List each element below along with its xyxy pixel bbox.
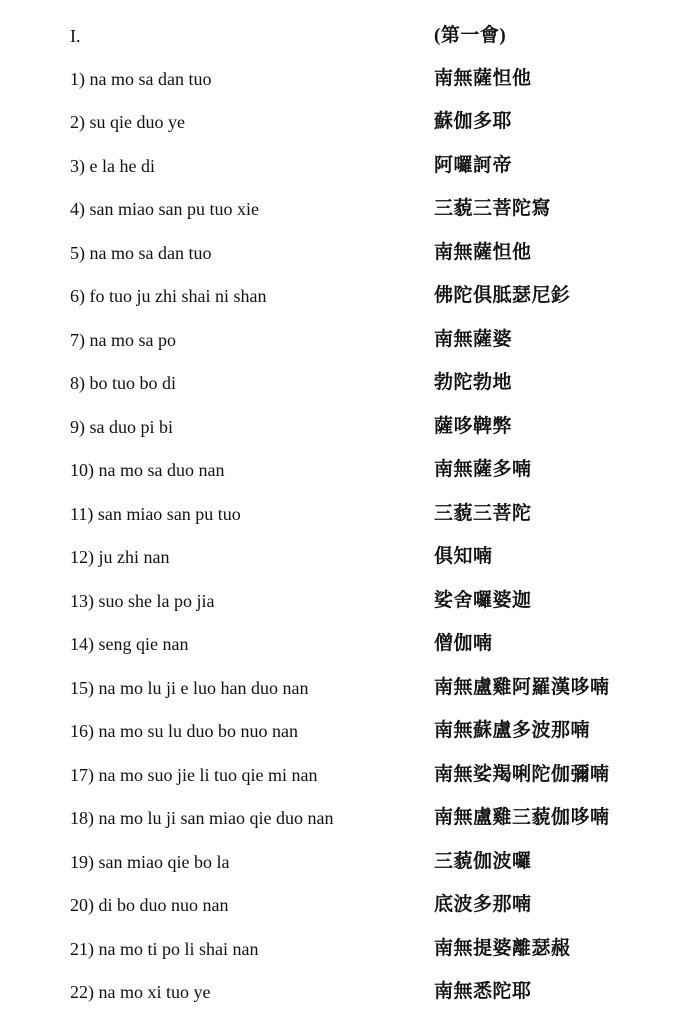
mantra-line [0, 197, 696, 227]
mantra-line [0, 545, 696, 575]
mantra-line [0, 937, 696, 967]
hanzi-text: 南無薩怛他 [434, 68, 532, 89]
hanzi-text: 勃陀勃地 [434, 372, 513, 393]
pinyin-text: 13) suo she la po jia [70, 591, 215, 611]
mantra-line [0, 632, 696, 662]
pinyin-text: 21) na mo ti po li shai nan [70, 939, 259, 959]
assembly-title: (第一會) [434, 25, 507, 46]
hanzi-text: 僧伽喃 [434, 633, 493, 654]
mantra-line [0, 850, 696, 880]
mantra-line [0, 719, 696, 749]
mantra-line [0, 371, 696, 401]
pinyin-text: 12) ju zhi nan [70, 547, 170, 567]
pinyin-text: 7) na mo sa po [70, 330, 176, 350]
hanzi-text: 俱知喃 [434, 546, 493, 567]
hanzi-text: 南無薩婆 [434, 329, 513, 350]
hanzi-text: 佛陀俱胝瑟尼釤 [434, 285, 571, 306]
pinyin-text: 19) san miao qie bo la [70, 852, 230, 872]
pinyin-text: 8) bo tuo bo di [70, 373, 176, 393]
hanzi-text: 南無盧雞三藐伽哆喃 [434, 807, 610, 828]
pinyin-text: 9) sa duo pi bi [70, 417, 173, 437]
hanzi-text: 三藐伽波囉 [434, 851, 532, 872]
mantra-line [0, 806, 696, 836]
pinyin-text: 4) san miao san pu tuo xie [70, 199, 259, 219]
hanzi-text: 娑舍囉婆迦 [434, 590, 532, 611]
section-number: I. [70, 26, 81, 46]
pinyin-text: 16) na mo su lu duo bo nuo nan [70, 721, 298, 741]
mantra-line [0, 328, 696, 358]
pinyin-text: 17) na mo suo jie li tuo qie mi nan [70, 765, 318, 785]
mantra-line [0, 241, 696, 271]
hanzi-text: 底波多那喃 [434, 894, 532, 915]
mantra-line [0, 458, 696, 488]
hanzi-text: 蘇伽多耶 [434, 111, 513, 132]
pinyin-text: 1) na mo sa dan tuo [70, 69, 212, 89]
mantra-line [0, 980, 696, 1010]
hanzi-text: 三藐三菩陀寫 [434, 198, 552, 219]
pinyin-text: 20) di bo duo nuo nan [70, 895, 229, 915]
mantra-line [0, 763, 696, 793]
pinyin-text: 15) na mo lu ji e luo han duo nan [70, 678, 309, 698]
mantra-line [0, 154, 696, 184]
hanzi-text: 南無蘇盧多波那喃 [434, 720, 591, 741]
pinyin-text: 22) na mo xi tuo ye [70, 982, 211, 1002]
hanzi-text: 南無薩多喃 [434, 459, 532, 480]
pinyin-text: 14) seng qie nan [70, 634, 189, 654]
hanzi-text: 南無悉陀耶 [434, 981, 532, 1002]
pinyin-text: 6) fo tuo ju zhi shai ni shan [70, 286, 267, 306]
pinyin-text: 2) su qie duo ye [70, 112, 185, 132]
mantra-line [0, 67, 696, 97]
hanzi-text: 三藐三菩陀 [434, 503, 532, 524]
hanzi-text: 南無娑羯唎陀伽彌喃 [434, 764, 610, 785]
pinyin-text: 5) na mo sa dan tuo [70, 243, 212, 263]
mantra-line [0, 110, 696, 140]
hanzi-text: 阿囉訶帝 [434, 155, 513, 176]
hanzi-text: 薩哆鞞弊 [434, 416, 513, 437]
mantra-line [0, 893, 696, 923]
hanzi-text: 南無提婆離瑟赧 [434, 938, 571, 959]
mantra-line [0, 589, 696, 619]
pinyin-text: 18) na mo lu ji san miao qie duo nan [70, 808, 334, 828]
section-header [0, 24, 696, 54]
mantra-line [0, 415, 696, 445]
mantra-line [0, 502, 696, 532]
hanzi-text: 南無盧雞阿羅漢哆喃 [434, 677, 610, 698]
mantra-line [0, 676, 696, 706]
hanzi-text: 南無薩怛他 [434, 242, 532, 263]
pinyin-text: 3) e la he di [70, 156, 155, 176]
pinyin-text: 11) san miao san pu tuo [70, 504, 241, 524]
pinyin-text: 10) na mo sa duo nan [70, 460, 225, 480]
mantra-line [0, 284, 696, 314]
